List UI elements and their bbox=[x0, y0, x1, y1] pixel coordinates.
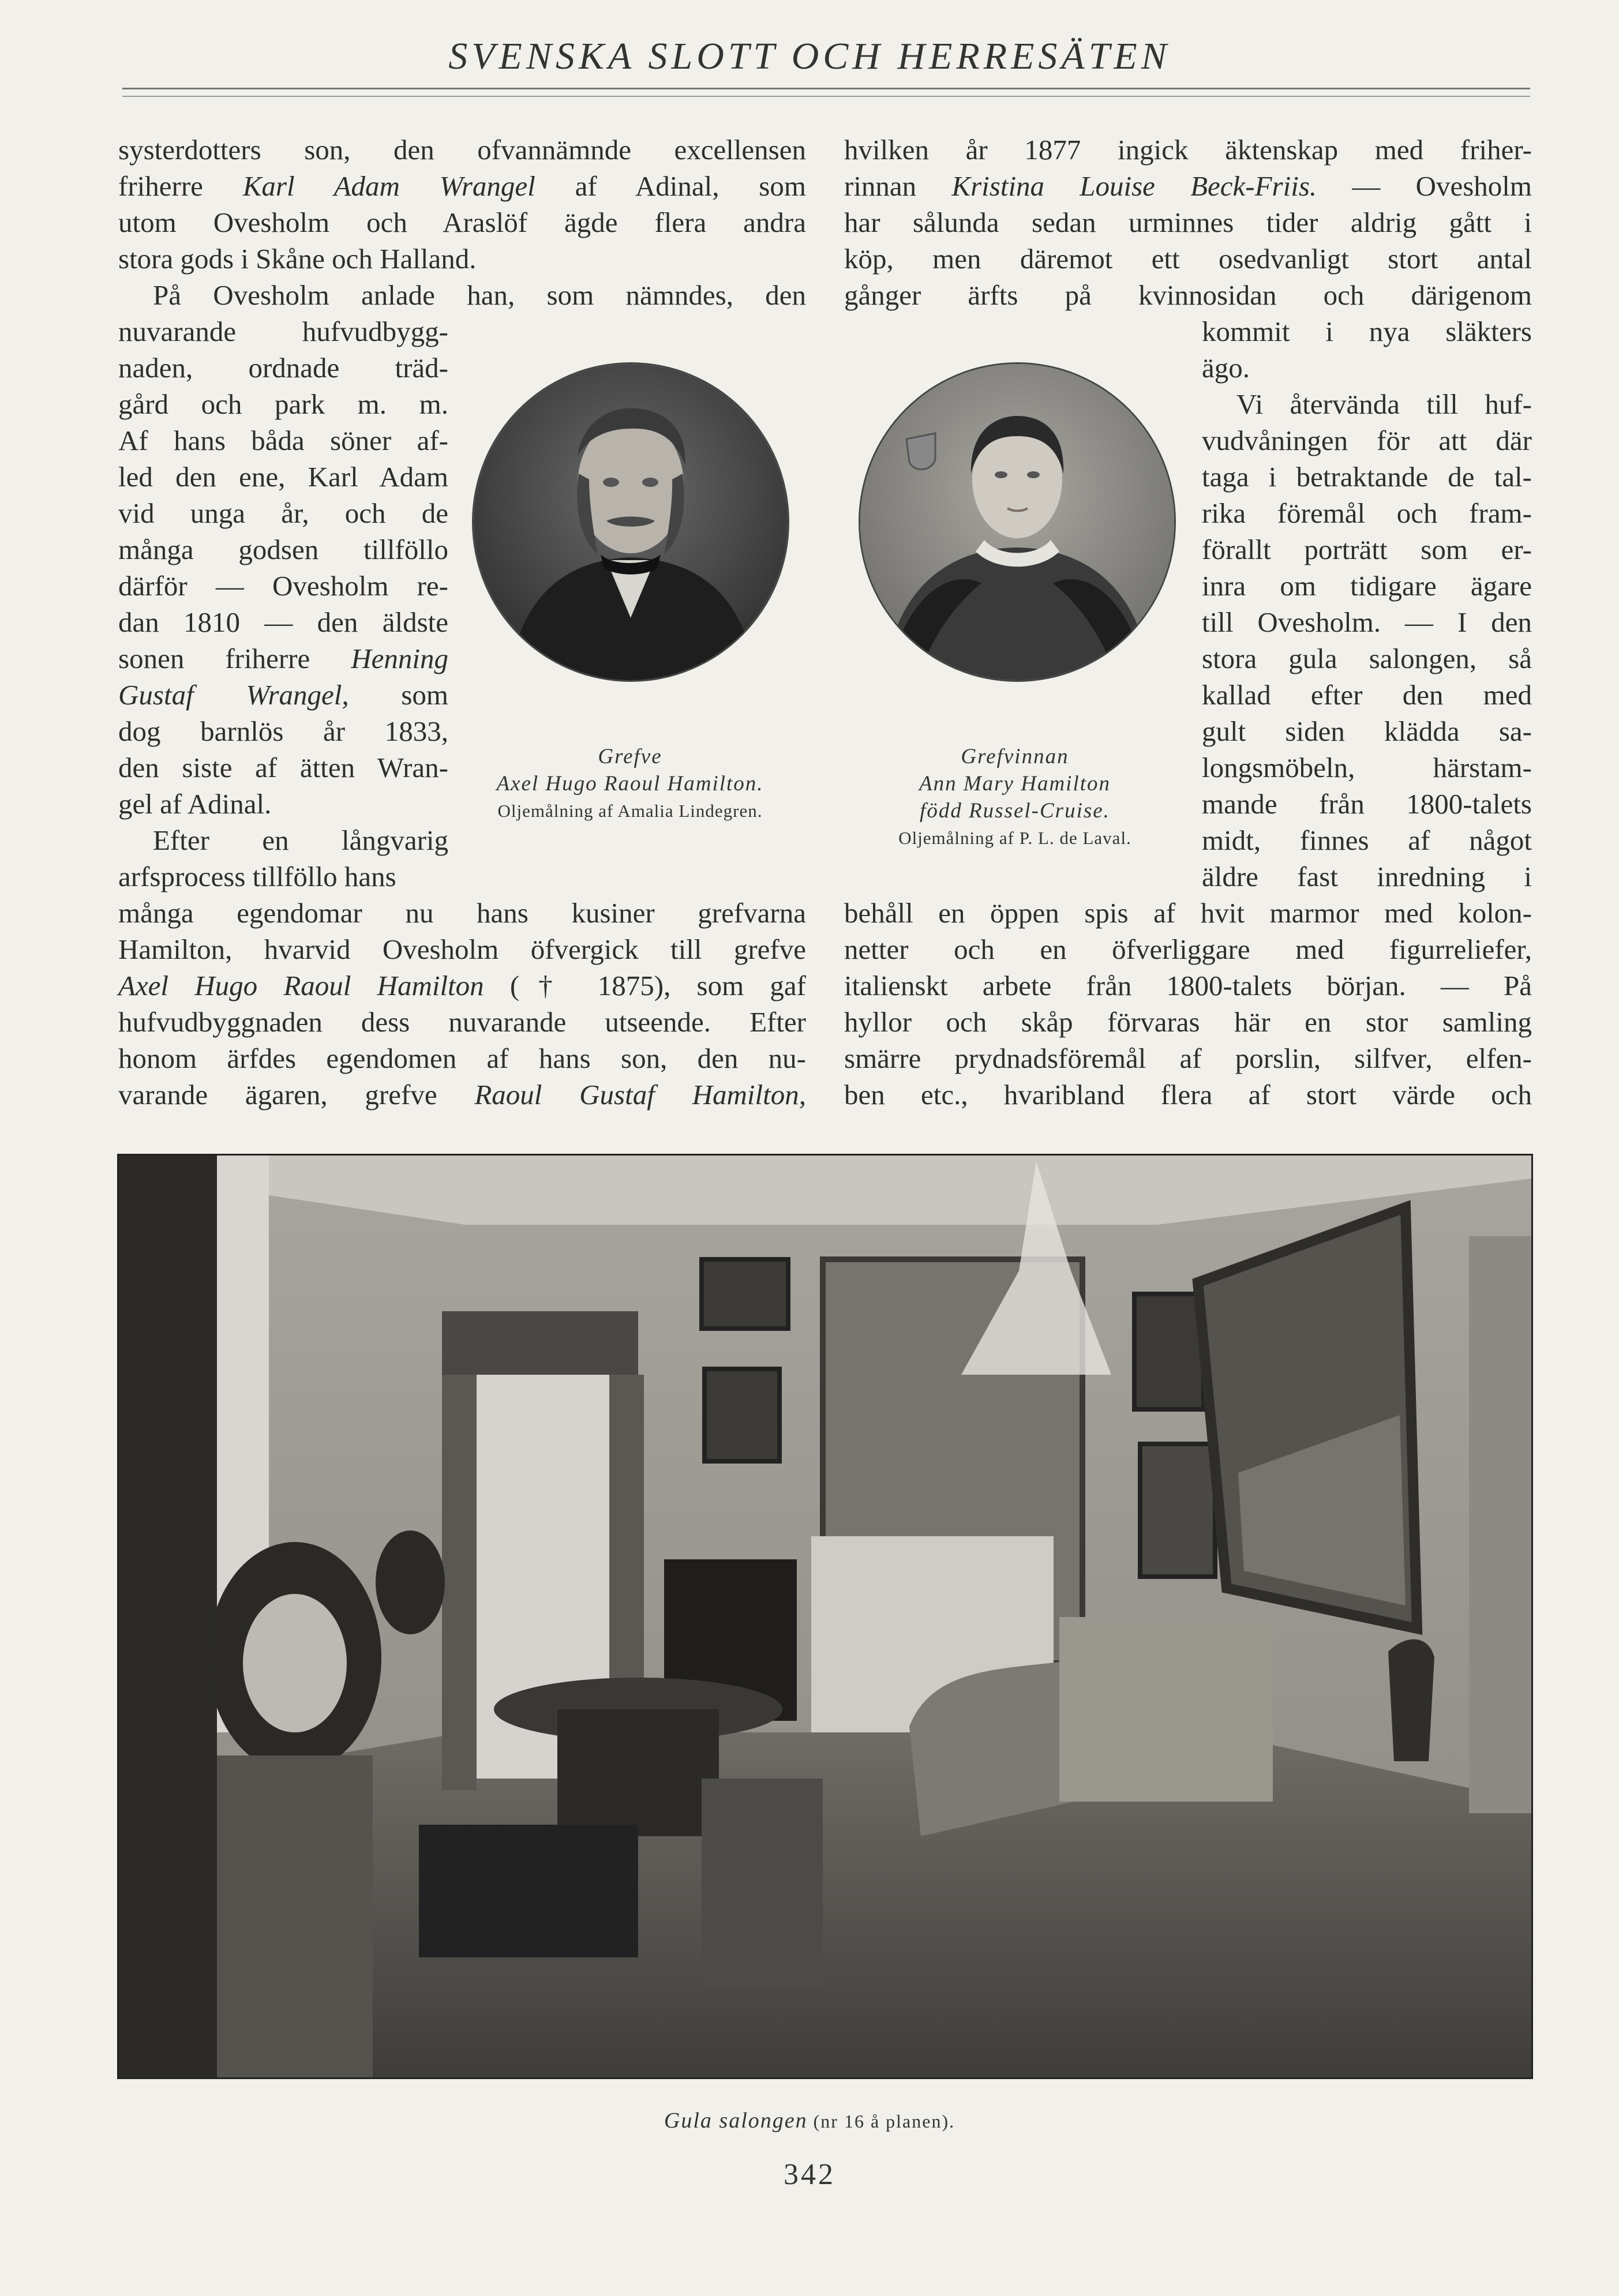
text-line: vid unga år, och de bbox=[118, 497, 448, 529]
text-line: dog barnlös år 1833, bbox=[118, 715, 448, 747]
caption-credit: Oljemålning af Amalia Lindegren. bbox=[497, 801, 763, 821]
narrow-text-block bbox=[118, 313, 448, 895]
portrait-ann-mary-hamilton bbox=[859, 362, 1176, 682]
text-line: led den ene, Karl Adam bbox=[118, 461, 448, 493]
text-line: ägo. bbox=[1202, 352, 1250, 384]
text-line: behåll en öppen spis af hvit marmor med kolon- bbox=[844, 897, 1532, 929]
text-line: stora gula salongen, så bbox=[1202, 643, 1532, 674]
text-line: taga i betraktande de tal- bbox=[1202, 461, 1532, 493]
text-line: smärre prydnadsföremål af porslin, silfver, elfen- bbox=[844, 1042, 1532, 1074]
text-line: gånger ärfts på kvinnosidan och därigenom bbox=[844, 279, 1532, 311]
text-line: gård och park m. m. bbox=[118, 388, 448, 420]
text-line: honom ärfdes egendomen af hans son, den nu- bbox=[118, 1042, 806, 1074]
text-line: utom Ovesholm och Araslöf ägde flera andra bbox=[118, 207, 806, 238]
text-line: Gustaf Wrangel, som bbox=[118, 679, 449, 711]
text-line: Vi återvända till huf- bbox=[1236, 388, 1532, 420]
caption-name: Axel Hugo Raoul Hamilton. bbox=[496, 772, 764, 796]
portrait-axel-hamilton bbox=[472, 362, 789, 682]
text-line: köp, men däremot ett osedvanligt stort antal bbox=[844, 243, 1532, 275]
photo-caption bbox=[0, 2108, 1619, 2133]
text-line: longsmöbeln, härstam- bbox=[1202, 752, 1532, 783]
text-line: kallad efter den med bbox=[1202, 679, 1532, 711]
text-line: varande ägaren, grefve Raoul Gustaf Hamilton, bbox=[118, 1079, 806, 1111]
header-rule-thin bbox=[122, 96, 1530, 97]
text-line: den siste af ätten Wran- bbox=[118, 752, 448, 783]
photo-caption-note: (nr 16 å planen). bbox=[807, 2111, 955, 2132]
text-line: därför — Ovesholm re- bbox=[118, 570, 448, 602]
text-line: till Ovesholm. — I den bbox=[1202, 606, 1532, 638]
text-line: italienskt arbete från 1800-talets början. — På bbox=[844, 970, 1532, 1001]
narrow-text-block bbox=[1202, 313, 1532, 895]
text-line: På Ovesholm anlade han, som nämndes, den bbox=[153, 279, 806, 311]
caption-credit: Oljemålning af P. L. de Laval. bbox=[898, 828, 1131, 848]
text-line: sonen friherre Henning bbox=[118, 643, 448, 674]
running-header: SVENSKA SLOTT OCH HERRESÄTEN bbox=[448, 35, 1171, 77]
text-line: Hamilton, hvarvid Ovesholm öfvergick till grefve bbox=[118, 933, 806, 965]
text-line: förallt porträtt som er- bbox=[1202, 534, 1532, 565]
portrait-caption-1 bbox=[445, 743, 815, 824]
text-line: arfsprocess tillföllo hans bbox=[118, 861, 396, 892]
salon-photograph bbox=[117, 1154, 1533, 2079]
caption-title: Grefvinnan bbox=[961, 745, 1069, 768]
text-line: hufvudbyggnaden dess nuvarande utseende. Efter bbox=[118, 1006, 806, 1038]
header-rule bbox=[122, 88, 1530, 89]
text-line: Efter en långvarig bbox=[153, 824, 448, 856]
page-number: 342 bbox=[784, 2158, 835, 2191]
text-line: mande från 1800-talets bbox=[1202, 788, 1532, 820]
text-line: naden, ordnade träd- bbox=[118, 352, 448, 384]
text-line: nuvarande hufvudbygg- bbox=[118, 316, 448, 347]
text-line: systerdotters son, den ofvannämnde excellensen bbox=[118, 134, 806, 166]
text-line: rinnan Kristina Louise Beck-Friis. — Ovesholm bbox=[844, 170, 1532, 202]
coat-of-arms-icon bbox=[906, 433, 935, 470]
text-line: ben etc., hvaribland flera af stort värde och bbox=[844, 1079, 1532, 1111]
text-line: Af hans båda söner af- bbox=[118, 425, 448, 456]
caption-title: Grefve bbox=[598, 745, 662, 768]
text-line: stora gods i Skåne och Halland. bbox=[118, 243, 477, 275]
text-line: kommit i nya släkters bbox=[1202, 316, 1532, 347]
text-line: inra om tidigare ägare bbox=[1202, 570, 1532, 602]
text-line: många godsen tillföllo bbox=[118, 534, 448, 565]
text-line: rika föremål och fram- bbox=[1202, 497, 1532, 529]
caption-name-2: född Russel-Cruise. bbox=[920, 799, 1110, 823]
portrait-caption-2 bbox=[835, 743, 1194, 851]
text-line: många egendomar nu hans kusiner grefvarna bbox=[118, 897, 806, 929]
text-line: äldre fast inredning i bbox=[1202, 861, 1532, 892]
caption-name: Ann Mary Hamilton bbox=[919, 772, 1111, 796]
text-line: hvilken år 1877 ingick äktenskap med friher- bbox=[844, 134, 1532, 166]
text-line: friherre Karl Adam Wrangel af Adinal, som bbox=[118, 170, 806, 202]
photo-caption-title: Gula salongen bbox=[664, 2109, 808, 2133]
text-line: midt, finnes af något bbox=[1202, 824, 1532, 856]
text-line: dan 1810 — den äldste bbox=[118, 606, 448, 638]
text-line: hyllor och skåp förvaras här en stor samling bbox=[844, 1006, 1532, 1038]
text-line: gult siden klädda sa- bbox=[1202, 715, 1532, 747]
text-line: Axel Hugo Raoul Hamilton († 1875), som gaf bbox=[118, 970, 806, 1001]
text-line: netter och en öfverliggare med figurreliefer, bbox=[844, 933, 1532, 965]
text-line: vudvåningen för att där bbox=[1202, 425, 1532, 456]
text-line: gel af Adinal. bbox=[118, 788, 272, 820]
text-line: har sålunda sedan urminnes tider aldrig gått i bbox=[844, 207, 1532, 238]
